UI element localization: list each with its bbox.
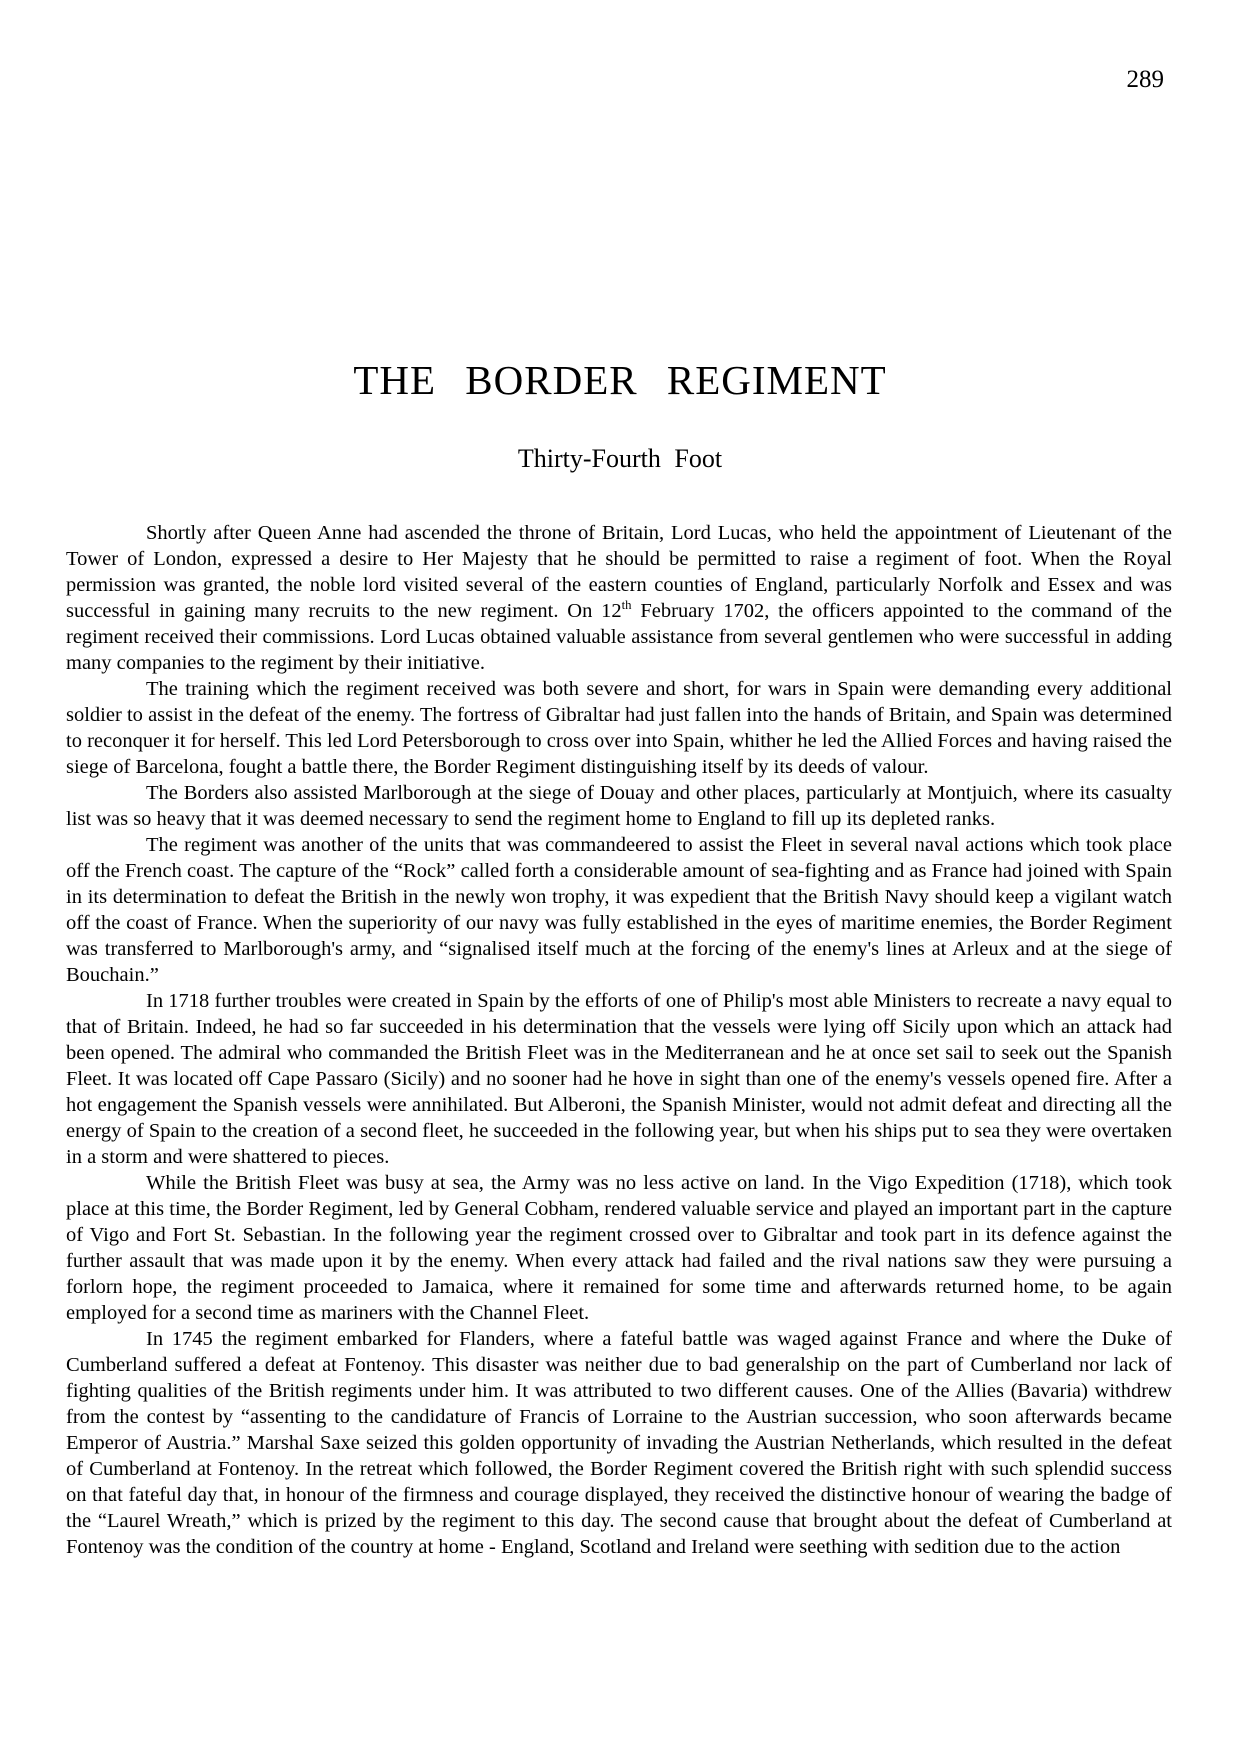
text-run: February 1702, the officers appointed to the command of the regiment received their commissions. Lord Lucas obtained valuable assistance from several gentlemen who were successful in adding many companies to the regiment by their initiative.	[66, 600, 1172, 675]
text-run: In 1718 further troubles were created in Spain by the efforts of one of Philip's most able Ministers to recreate a navy equal to that of Britain. Indeed, he had so far succeeded in his determination that the vessels were lying off Sicily upon which an attack had been opened. The admiral who commanded the British Fleet was in the Mediterranean and he at once set sail to seek out the Spanish Fleet. It was located off Cape Passaro (Sicily) and no sooner had he hove in sight than one of the enemy's vessels opened fire. After a hot engagement the Spanish vessels were annihilated. But Alberoni, the Spanish Minister, would not admit defeat and directing all the energy of Spain to the creation of a second fleet, he succeeded in the following year, but when his ships put to sea they were overtaken in a storm and were shattered to pieces.	[66, 990, 1172, 1169]
paragraph	[66, 832, 1172, 988]
paragraph	[66, 520, 1172, 676]
superscript-text-run: th	[621, 598, 632, 613]
text-run: While the British Fleet was busy at sea, the Army was no less active on land. In the Vigo Expedition (1718), which took place at this time, the Border Regiment, led by General Cobham, rendered valuable service and played an important part in the capture of Vigo and Fort St. Sebastian. In the following year the regiment crossed over to Gibraltar and took part in its defence against the further assault that was made upon it by the enemy. When every attack had failed and the rival nations saw they were pursuing a forlorn hope, the regiment proceeded to Jamaica, where it remained for some time and afterwards returned home, to be again employed for a second time as mariners with the Channel Fleet.	[66, 1172, 1172, 1325]
heading-block	[0, 0, 1240, 474]
paragraph	[66, 988, 1172, 1170]
paragraph	[66, 1326, 1172, 1560]
text-run: The training which the regiment received was both severe and short, for wars in Spain were demanding every additional soldier to assist in the defeat of the enemy. The fortress of Gibraltar had just fallen into the hands of Britain, and Spain was determined to reconquer it for herself. This led Lord Petersborough to cross over into Spain, whither he led the Allied Forces and having raised the siege of Barcelona, fought a battle there, the Border Regiment distinguishing itself by its deeds of valour.	[66, 678, 1172, 779]
paragraph	[66, 1170, 1172, 1326]
text-run: The regiment was another of the units that was commandeered to assist the Fleet in several naval actions which took place off the French coast. The capture of the “Rock” called forth a considerable amount of sea-fighting and as France had joined with Spain in its determination to defeat the British in the newly won trophy, it was expedient that the British Navy should keep a vigilant watch off the coast of France. When the superiority of our navy was fully established in the eyes of maritime enemies, the Border Regiment was transferred to Marlborough's army, and “signalised itself much at the forcing of the enemy's lines at Arleux and at the siege of Bouchain.”	[66, 834, 1172, 987]
text-run: The Borders also assisted Marlborough at the siege of Douay and other places, particularly at Montjuich, where its casualty list was so heavy that it was deemed necessary to send the regiment home to England to fill up its depleted ranks.	[66, 782, 1172, 831]
page-number: 289	[1126, 66, 1164, 93]
page-title: THE BORDER REGIMENT	[353, 357, 887, 403]
paragraph	[66, 780, 1172, 832]
text-run: In 1745 the regiment embarked for Flanders, where a fateful battle was waged against France and where the Duke of Cumberland suffered a defeat at Fontenoy. This disaster was neither due to bad generalship on the part of Cumberland nor lack of fighting qualities of the British regiments under him. It was attributed to two different causes. One of the Allies (Bavaria) withdrew from the contest by “assenting to the candidature of Francis of Lorraine to the Austrian succession, who soon afterwards became Emperor of Austria.” Marshal Saxe seized this golden opportunity of invading the Austrian Netherlands, which resulted in the defeat of Cumberland at Fontenoy. In the retreat which followed, the Border Regiment covered the British right with such splendid success on that fateful day that, in honour of the firmness and courage displayed, they received the distinctive honour of wearing the badge of the “Laurel Wreath,” which is prized by the regiment to this day. The second cause that brought about the defeat of Cumberland at Fontenoy was the condition of the country at home - England, Scotland and Ireland were seething with sedition due to the action	[66, 1328, 1172, 1559]
paragraph	[66, 676, 1172, 780]
document-body	[66, 520, 1172, 1560]
page-subtitle: Thirty-Fourth Foot	[517, 444, 723, 473]
text-run: Shortly after Queen Anne had ascended the throne of Britain, Lord Lucas, who held the appointment of Lieutenant of the Tower of London, expressed a desire to Her Majesty that he should be permitted to raise a regiment of foot. When the Royal permission was granted, the noble lord visited several of the eastern counties of England, particularly Norfolk and Essex and was successful in gaining many recruits to the new regiment. On 12	[66, 522, 1172, 623]
